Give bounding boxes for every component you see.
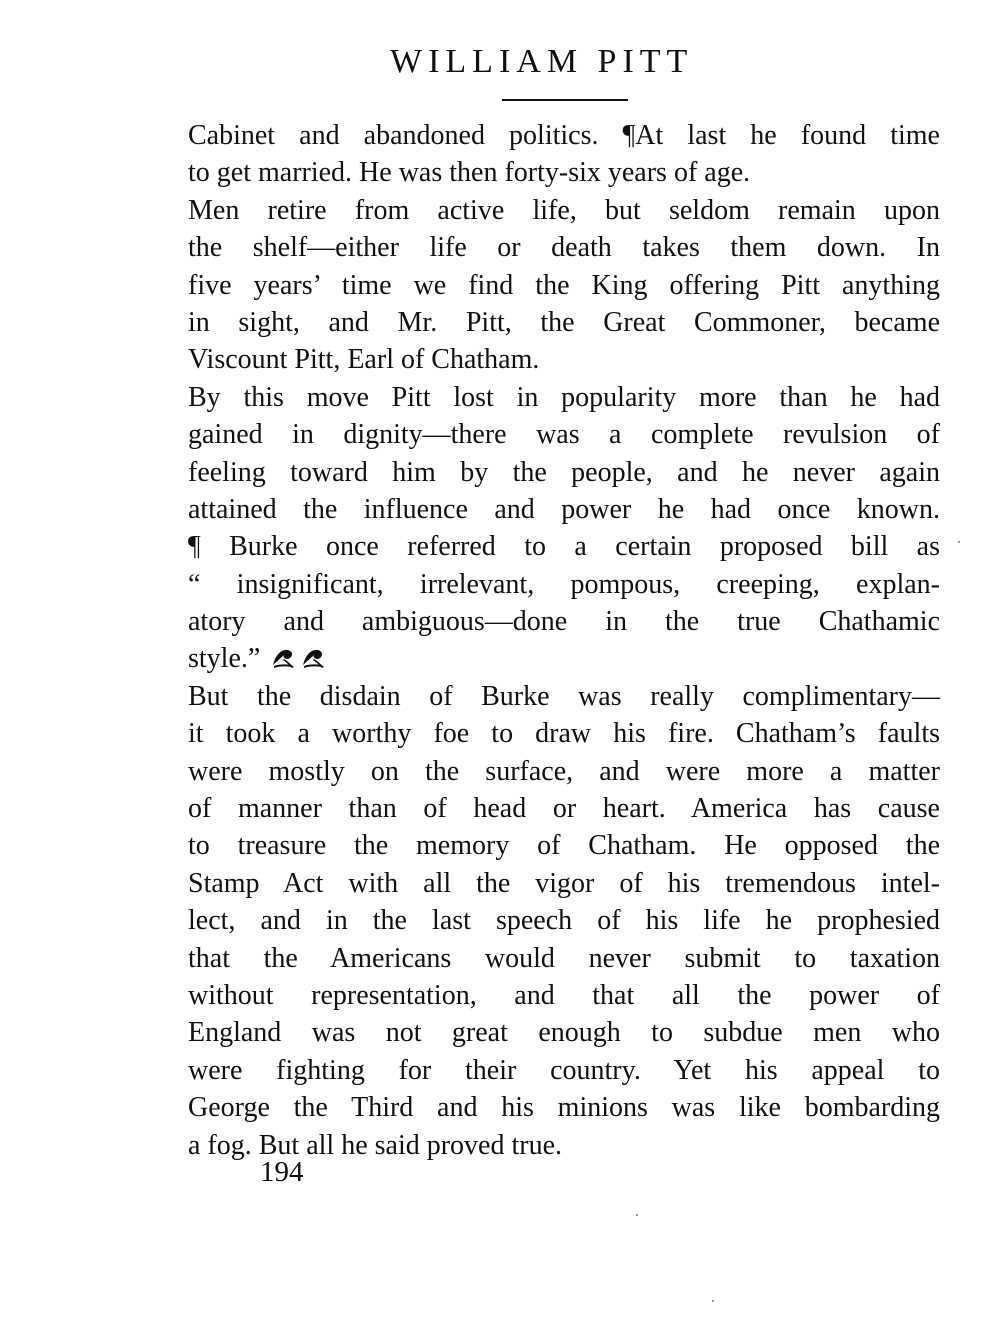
running-head-title: WILLIAM PITT	[390, 43, 694, 80]
text-line: By this move Pitt lost in popularity more than he had	[188, 381, 940, 413]
text-line: Stamp Act with all the vigor of his tremendous intel-	[188, 867, 940, 899]
text-line-with-ornament	[188, 640, 940, 677]
text-line: “ insignificant, irrelevant, pompous, creeping, explan-	[188, 568, 940, 600]
text-line: to treasure the memory of Chatham. He opposed the	[188, 830, 940, 862]
text-line: were fighting for their country. Yet his appeal to	[188, 1054, 940, 1086]
text-line: were mostly on the surface, and were more a matter	[188, 755, 940, 787]
scan-speck	[712, 1300, 714, 1302]
text-line: a fog. But all he said proved true.	[188, 1129, 563, 1161]
text-line: of manner than of head or heart. America has cause	[188, 793, 940, 825]
scan-speck	[636, 1214, 638, 1216]
page-number: 194	[260, 1156, 304, 1188]
text-line: style.”	[188, 643, 261, 675]
text-line: Men retire from active life, but seldom remain upon	[188, 194, 940, 226]
text-line: But the disdain of Burke was really complimentary—	[188, 680, 940, 712]
text-line: ¶ Burke once referred to a certain proposed bill as	[188, 531, 940, 563]
text-line: Viscount Pitt, Earl of Chatham.	[188, 344, 540, 376]
text-line: lect, and in the last speech of his life he prophesied	[188, 905, 940, 937]
text-line: five years’ time we find the King offering Pitt anything	[188, 269, 940, 301]
scan-speck	[958, 541, 960, 543]
text-line: in sight, and Mr. Pitt, the Great Commoner, became	[188, 306, 940, 338]
text-line: feeling toward him by the people, and he never again	[188, 456, 940, 488]
text-line: George the Third and his minions was like bombarding	[188, 1092, 940, 1124]
text-line: Cabinet and abandoned politics. ¶At last he found time	[188, 120, 940, 151]
text-line: gained in dignity—there was a complete revulsion of	[188, 419, 940, 451]
text-line: atory and ambiguous—done in the true Chathamic	[188, 606, 940, 638]
text-line: attained the influence and power he had once known.	[188, 493, 940, 525]
text-line: the shelf—either life or death takes them down. In	[188, 232, 940, 264]
text-line: it took a worthy foe to draw his fire. Chatham’s faults	[188, 718, 940, 750]
printers-ornament-icon	[270, 642, 332, 679]
header-rule	[502, 99, 628, 101]
text-line: England was not great enough to subdue men who	[188, 1017, 940, 1049]
text-line: that the Americans would never submit to taxation	[188, 942, 940, 974]
text-line: without representation, and that all the power of	[188, 979, 940, 1011]
text-line: to get married. He was then forty-six years of age.	[188, 157, 751, 189]
body-text	[188, 117, 940, 1164]
